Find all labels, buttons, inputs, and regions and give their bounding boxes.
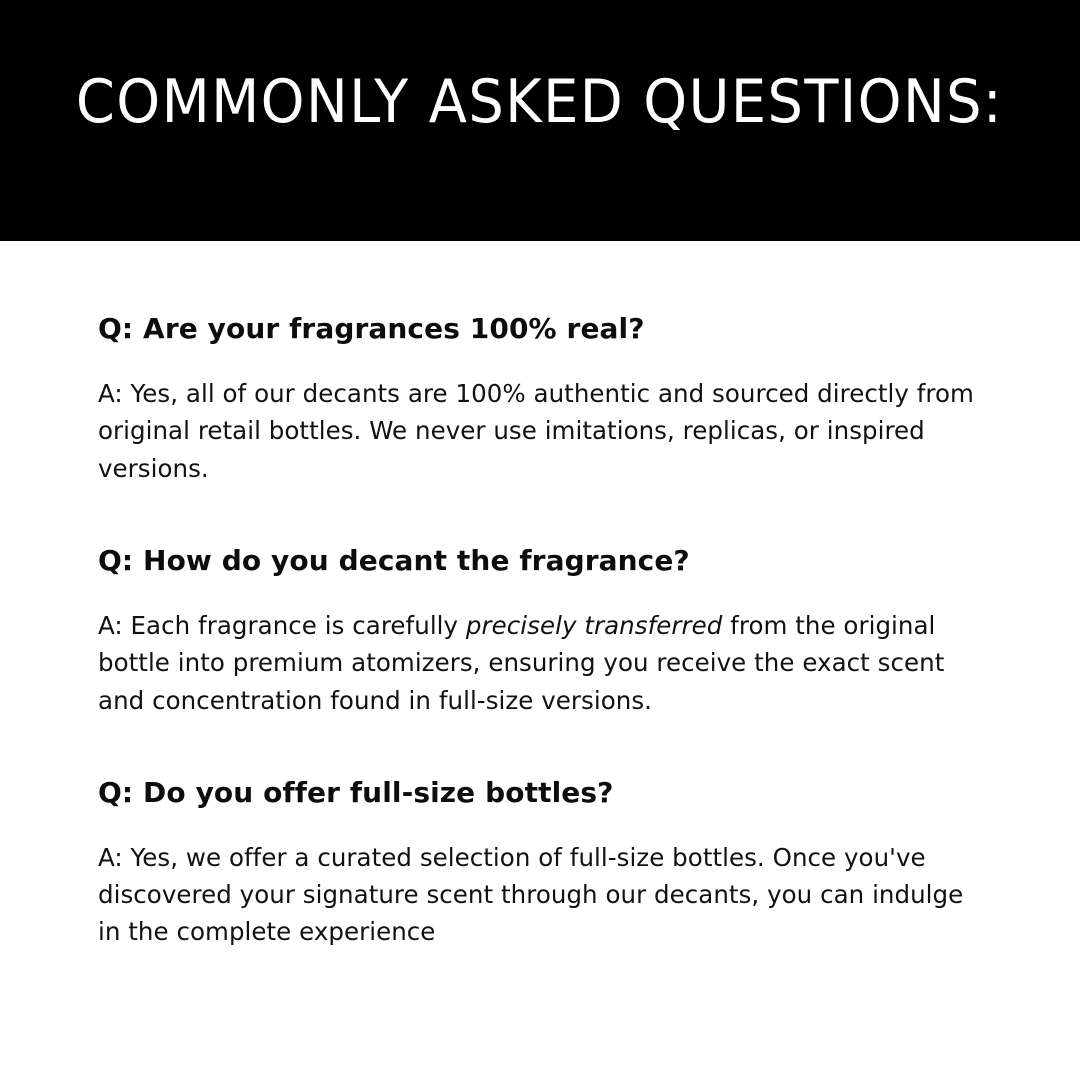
faq-answer	[98, 375, 982, 487]
plain-text: A: Yes, all of our decants are 100% authentic and sourced directly from original retail bottles. We never use imitations, replicas, or inspired versions.	[98, 379, 974, 483]
faq-answer	[98, 607, 982, 719]
plain-text: from the original bottle into premium atomizers, ensuring you receive the exact scent and concentration found in full-size versions.	[98, 611, 945, 715]
faq-item	[98, 777, 982, 951]
faq-question: Q: How do you decant the fragrance?	[98, 543, 690, 577]
faq-question: Q: Are your fragrances 100% real?	[98, 312, 645, 345]
faq-item	[98, 313, 982, 487]
emphasis-text: precisely transferred	[465, 611, 723, 641]
faq-list	[0, 241, 1080, 951]
plain-text: A: Yes, we offer a curated selection of full-size bottles. Once you've discovered your signature scent through our decants, you can indulge in the complete experience	[98, 842, 964, 947]
faq-answer	[98, 839, 982, 951]
faq-item	[98, 545, 982, 719]
plain-text: A: Each fragrance is carefully	[98, 611, 466, 641]
page-title: COMMONLY ASKED QUESTIONS:	[76, 67, 1004, 138]
header-band	[0, 0, 1080, 241]
faq-question: Q: Do you offer full-size bottles?	[98, 775, 614, 809]
